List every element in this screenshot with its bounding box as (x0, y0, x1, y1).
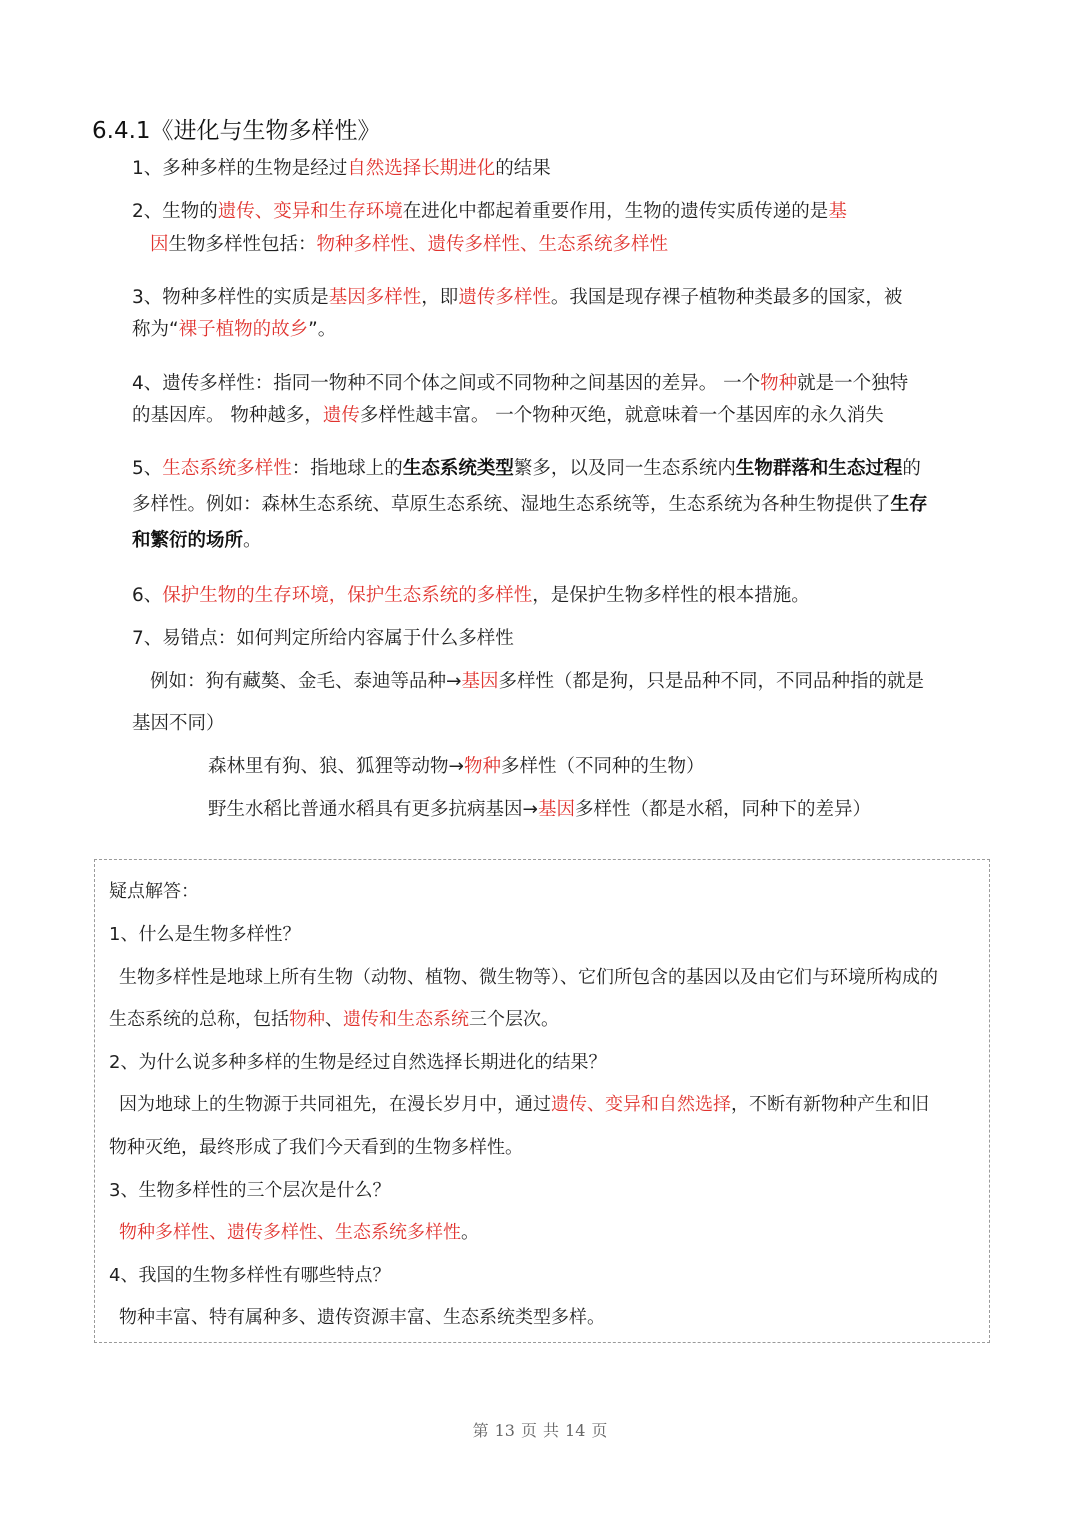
highlight: 保护生物的生存环境，保护生态系统的多样性 (162, 585, 533, 606)
text: 1、多种多样的生物是经过 (132, 158, 348, 179)
point-7-example-2 (208, 753, 705, 781)
footer-text: 第 (472, 1421, 489, 1440)
text: 多样性（都是水稻，同种下的差异） (575, 799, 872, 820)
page-total: 14 (565, 1421, 586, 1440)
text: 生态系统的总称，包括 (109, 1009, 289, 1030)
point-7-example-1-cont: 基因不同） (132, 713, 225, 734)
text: 2、生物的 (132, 201, 218, 222)
point-1 (132, 155, 551, 183)
text: 森林里有狗、狼、狐狸等动物→ (208, 756, 465, 777)
highlight: 基因 (538, 799, 576, 820)
text: 的结果 (495, 158, 551, 179)
faq-question-1: 1、什么是生物多样性？ (109, 924, 301, 945)
text: 生物多样性包括： (168, 234, 317, 255)
faq-answer-3 (119, 1219, 479, 1247)
bold-text: 生存 (890, 494, 928, 515)
text: 。我国是现存裸子植物种类最多的国家，被 (550, 287, 903, 308)
faq-answer-1-line-2 (109, 1006, 559, 1034)
page-footer (0, 1418, 1080, 1441)
text: 因为地球上的生物源于共同祖先，在漫长岁月中，通过 (119, 1094, 551, 1115)
text: ，不断有新物种产生和旧 (731, 1094, 929, 1115)
point-3-line-1 (132, 284, 902, 312)
text: ”。 (308, 319, 337, 340)
text: 野生水稻比普通水稻具有更多抗病基因→ (208, 799, 539, 820)
text: ，是保护生物多样性的根本措施。 (532, 585, 810, 606)
text: 就是一个独特 (797, 373, 909, 394)
point-2-line-1 (132, 198, 847, 226)
text: 6、 (132, 585, 163, 606)
highlight: 生态系统多样性 (162, 458, 292, 479)
text: 多样性（不同种的生物） (501, 756, 705, 777)
highlight: 物种 (289, 1009, 325, 1030)
faq-question-4: 4、我国的生物多样性有哪些特点？ (109, 1265, 391, 1286)
section-title: 6.4.1《进化与生物多样性》 (92, 118, 381, 144)
text: 的 (902, 458, 921, 479)
text: 例如：狗有藏獒、金毛、泰迪等品种→ (150, 671, 462, 692)
highlight: 基 (828, 201, 847, 222)
highlight: 遗传和生态系统 (343, 1009, 469, 1030)
text: 3、物种多样性的实质是 (132, 287, 329, 308)
text: 5、 (132, 458, 163, 479)
text: 三个层次。 (469, 1009, 559, 1030)
footer-text: 页 (591, 1421, 608, 1440)
point-2-line-2 (150, 231, 668, 259)
point-4-line-1 (132, 370, 908, 398)
faq-question-2: 2、为什么说多种多样的生物是经过自然选择长期进化的结果？ (109, 1052, 607, 1073)
text: 称为“ (132, 319, 179, 340)
point-5-line-3 (132, 527, 262, 555)
text: ：指地球上的 (291, 458, 403, 479)
text: 、 (325, 1009, 343, 1030)
point-5-line-2 (132, 491, 928, 519)
text: 在进化中都起着重要作用，生物的遗传实质传递的是 (402, 201, 829, 222)
highlight: 物种多样性、遗传多样性、生态系统多样性 (316, 234, 669, 255)
point-6 (132, 582, 810, 610)
faq-question-3: 3、生物多样性的三个层次是什么？ (109, 1180, 391, 1201)
faq-answer-4: 物种丰富、特有属种多、遗传资源丰富、生态系统类型多样。 (119, 1307, 605, 1328)
highlight: 遗传、变异和自然选择 (551, 1094, 731, 1115)
highlight: 遗传多样性 (458, 287, 551, 308)
highlight: 物种 (760, 373, 798, 394)
highlight: 基因多样性 (328, 287, 422, 308)
highlight: 物种多样性、遗传多样性、生态系统多样性 (119, 1222, 461, 1243)
text: 。 (461, 1222, 479, 1243)
highlight: 遗传、变异和生存环境 (217, 201, 403, 222)
point-7-heading: 7、易错点：如何判定所给内容属于什么多样性 (132, 628, 514, 649)
point-7-example-1 (150, 668, 924, 696)
highlight: 因 (150, 234, 169, 255)
bold-text: 生态系统类型 (402, 458, 514, 479)
text: 4、遗传多样性：指同一物种不同个体之间或不同物种之间基因的差异。 一个 (132, 373, 761, 394)
bold-text: 和繁衍的场所 (132, 530, 244, 551)
point-3-line-2 (132, 316, 336, 344)
highlight: 裸子植物的故乡 (178, 319, 309, 340)
text: ，即 (421, 287, 459, 308)
faq-answer-1-line-1: 生物多样性是地球上所有生物（动物、植物、微生物等）、它们所包含的基因以及由它们与环境所构成的 (119, 967, 938, 988)
highlight: 基因 (461, 671, 499, 692)
faq-answer-2-line-1 (119, 1091, 929, 1119)
text: 。 (243, 530, 262, 551)
point-5-line-1 (132, 455, 921, 483)
highlight: 物种 (464, 756, 502, 777)
faq-answer-2-line-2: 物种灭绝，最终形成了我们今天看到的生物多样性。 (109, 1137, 523, 1158)
text: 繁多，以及同一生态系统内 (513, 458, 736, 479)
footer-text: 共 (543, 1421, 560, 1440)
faq-box (94, 859, 990, 1343)
point-7-example-3 (208, 796, 871, 824)
text: 多样性越丰富。 一个物种灭绝，就意味着一个基因库的永久消失 (359, 405, 884, 426)
highlight: 遗传 (322, 405, 360, 426)
page-number: 13 (494, 1421, 515, 1440)
text: 多样性。例如：森林生态系统、草原生态系统、湿地生态系统等，生态系统为各种生物提供了 (132, 494, 891, 515)
point-4-line-2 (132, 402, 884, 430)
footer-text: 页 (520, 1421, 537, 1440)
text: 的基因库。 物种越多， (132, 405, 323, 426)
bold-text: 生物群落和生态过程 (735, 458, 903, 479)
text: 多样性（都是狗，只是品种不同，不同品种指的就是 (498, 671, 925, 692)
faq-heading: 疑点解答： (109, 881, 199, 902)
highlight: 自然选择长期进化 (347, 158, 496, 179)
